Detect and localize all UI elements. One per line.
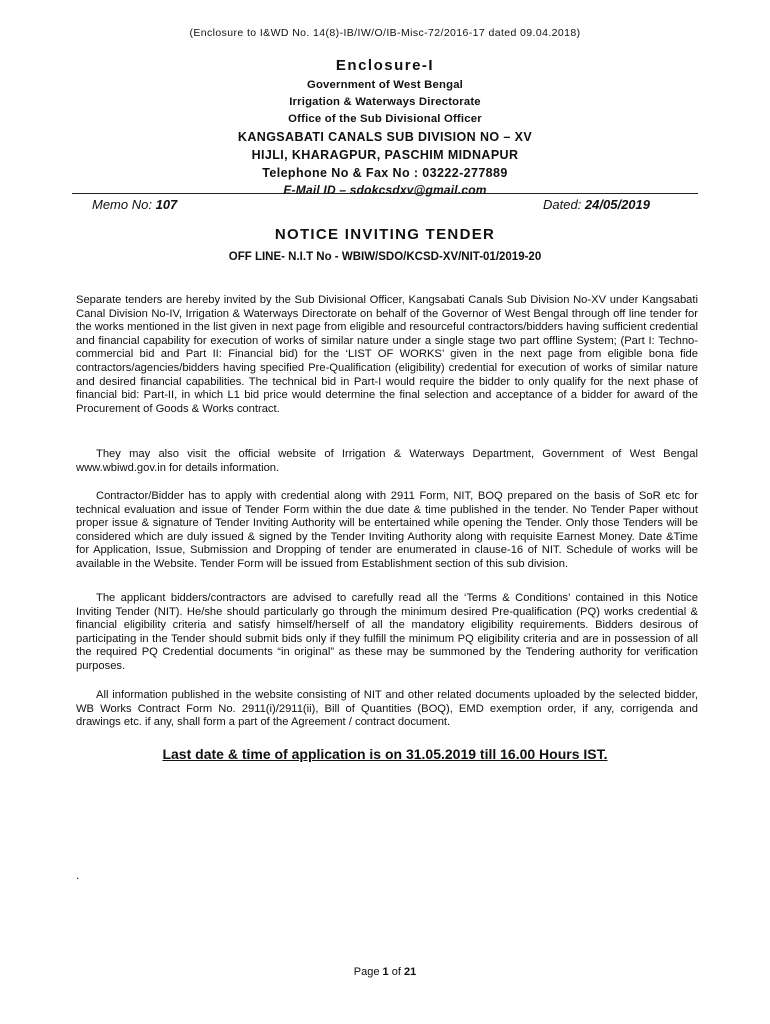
- of-label: of: [391, 966, 401, 978]
- paragraph-website: They may also visit the official website of Irrigation & Waterways Department, Government of West Bengal www.wbiwd.gov.in for details information.: [76, 448, 698, 474]
- header-address: HIJLI, KHARAGPUR, PASCHIM MIDNAPUR: [251, 148, 519, 162]
- page-number: 1: [382, 966, 389, 978]
- page-label: Page: [353, 966, 380, 978]
- header-subdivision: KANGSABATI CANALS SUB DIVISION NO – XV: [237, 130, 533, 144]
- paragraph-documents: All information published in the website consisting of NIT and other related documents uploaded by the selected bidder, WB Works Contract Form No. 2911(i)/2911(ii), Bill of Quantities (BOQ), EMD exemption order, if any, corrigenda and drawings etc. if any, shall form a part of the Agreement / contract document.: [76, 689, 698, 729]
- header-directorate: Irrigation & Waterways Directorate: [289, 96, 481, 108]
- office-header: [0, 77, 770, 199]
- memo-value: 107: [155, 197, 178, 212]
- enclosure-title: Enclosure-I: [335, 57, 435, 74]
- dated-value: 24/05/2019: [584, 197, 650, 212]
- header-email: E-Mail ID – sdokcsdxv@gmail.com: [283, 183, 487, 197]
- paragraph-credential: Contractor/Bidder has to apply with credential along with 2911 Form, NIT, BOQ prepared on the basis of SoR etc for technical evaluation and issue of Tender Form within the due date & time published in the tender. No Tender Paper without proper issue & signature of Tender Inviting Authority will be entertained while opening the Tender. Only those Tenders will be considered which are duly issued & signed by the Tender Inviting Authority along with requisite Earnest Money. Date &Time for Application, Issue, Submission and Dropping of tender are enumerated in clause-16 of NIT. Schedule of works will be available in the Website. Tender Form will be issued from Establishment section of this sub division.: [76, 490, 698, 570]
- header-telephone: Telephone No & Fax No : 03222-277889: [262, 166, 508, 180]
- header-office: Office of the Sub Divisional Officer: [288, 113, 482, 125]
- stray-mark: .: [76, 868, 80, 882]
- header-divider: [72, 193, 698, 194]
- memo-date: [543, 197, 650, 212]
- paragraph-invitation: Separate tenders are hereby invited by the Sub Divisional Officer, Kangsabati Canals Sub Division No-XV under Kangsabati Canal Division No-IV, Irrigation & Waterways Directorate on behalf of the Governor of West Bengal through off line tender for the works mentioned in the list given in next page from eligible and resourceful contractors/bidders having sufficient credential and financial capability for execution of works of similar nature under a single stage two part offline System; (Part I: Techno-commercial bid and Part II: Financial bid) for the ‘LIST OF WORKS’ given in the next page from eligible bona fide contractors/agencies/bidders having specified Pre-Qualification (eligibility) credential for execution of works of similar nature and desired financial capabilities. The technical bid in Part-I would require the bidder to only qualify for the next phase of financial bid: Part-II, in which L1 bid price would determine the final selection and acceptance of a bidder for award of the Procurement of Goods & Works contract.: [76, 294, 698, 415]
- page-footer: [0, 966, 770, 978]
- dated-label: Dated:: [542, 197, 582, 212]
- memo-label: Memo No:: [92, 197, 152, 212]
- total-pages: 21: [403, 966, 417, 978]
- memo-number: [92, 197, 177, 212]
- last-date-notice: Last date & time of application is on 31.05.2019 till 16.00 Hours IST.: [162, 746, 608, 762]
- paragraph-terms: The applicant bidders/contractors are advised to carefully read all the ‘Terms & Conditions’ contained in this Notice Inviting Tender (NIT). He/she should particularly go through the minimum desired Pre-qualification (PQ) works credential & financial eligibility criteria and satisfy himself/herself of all the mandatory eligibility requirements. Bidders desirous of participating in the Tender should submit bids only if they fulfill the minimum PQ eligibility criteria and are in possession of all the required PQ Credential documents “in original” as these may be summoned by the Tendering authority for verification purposes.: [76, 592, 698, 672]
- notice-title: NOTICE INVITING TENDER: [274, 226, 496, 243]
- nit-number: OFF LINE- N.I.T No - WBIW/SDO/KCSD-XV/NIT-01/2019-20: [228, 251, 542, 263]
- enclosure-reference: (Enclosure to I&WD No. 14(8)-IB/IW/O/IB-Misc-72/2016-17 dated 09.04.2018): [189, 27, 581, 39]
- header-government: Government of West Bengal: [306, 79, 464, 91]
